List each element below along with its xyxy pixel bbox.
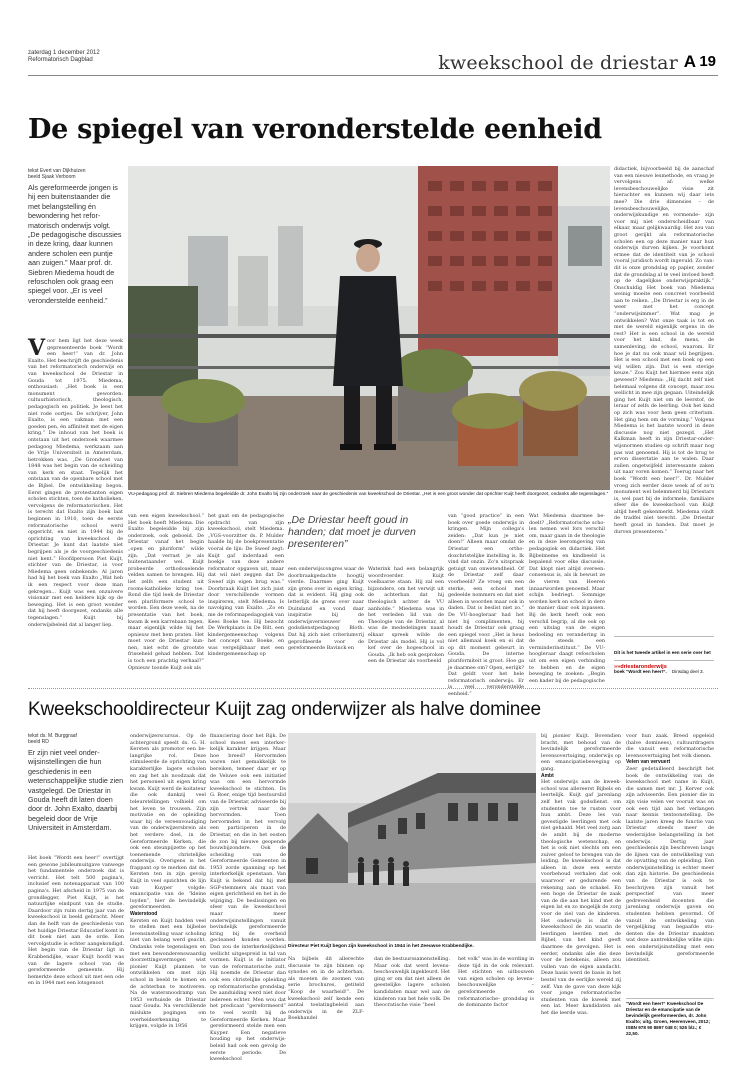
article-2-column-8 [626, 733, 714, 991]
article-2-column-7-text: bij pionier Kuijt. Bovendien bracht, met behoud van de bevindelijk gereformeerde levensovertuiging, onderwijs op een emancipatiebeweging op gang. [541, 733, 621, 772]
article-1-lead: Als gereformeerde jongen is hij een buitenstaander die met belangstelling én bewondering het reformatorisch onderwijs volgt. „De pedagogische discussies in deze kring, daar kunnen andere scholen een puntje aan zuigen.” Maar prof. dr. Siebren Miedema houdt de refoscholen ook graag een spiegel voor. „Er is veel veronderstelde eenheid.” [28, 183, 122, 305]
article-1-dropcap: V [28, 335, 46, 361]
article-1-footnote [614, 639, 714, 677]
header-date [28, 50, 100, 64]
article-2-column-5: dan de bestuurssamenstelling. Maar ook dat werd levensbeschouwelijk ingekleurd. Het ging er om dat niet alleen de geestelijke lagere scholen kandidaten maar wel aan de kinderen van het hele volk. De theocratische visie “heel [374, 956, 450, 1009]
header-paper-name: Reformatorisch Dagblad [28, 57, 93, 63]
article-2-photo-caption [288, 944, 536, 950]
book-info-rule [626, 998, 714, 999]
article-1-headline: De spiegel van veronderstelde eenheid [28, 114, 602, 145]
article-separator [28, 688, 718, 689]
rooftop-portrait-photo [128, 166, 610, 490]
header-date-text: zaterdag 1 december 2012 [28, 50, 100, 56]
article-1-column-4: een onderwijscongres waar de doorbraakgedachte hoogtij vierde. Daarmee ging Kuijt zijn grens over in eigen kring, dat is evident. Hij ging ook letterlijk de grens over naar Duitsland en vond daar inspiratie bij de onderwijsvernieuwer en godsdienstpedagoog Bloth. Dat hij zich niet criteriumvrij geprofileerde voor de gereformeerde Bavinck en [288, 566, 364, 652]
article-2-headline: Kweekschooldirecteur Kuijt zag onderwijzer als halve dominee [28, 699, 541, 720]
header-rule [28, 75, 718, 76]
article-2-subhead-ambt: Ambt [541, 772, 554, 779]
article-1-photo [128, 166, 610, 490]
article-2-column-2 [130, 733, 206, 1050]
article-2-credit [28, 733, 118, 745]
article-2-credit-text: tekst ds. M. Burggraaf [28, 733, 77, 739]
article-1-column-1 [28, 335, 123, 680]
article-1-column-6: van “good practice” in een boek over goede onderwijs in kringen. Mijn collega's zeiden: „Dat kun je niet doen!” Alleen maar omdat de Driestar een orthodoxchristelijke instelling is. Ik vind dat onzin. Zo'n uitspraak getuigt van onwetendheid. Of de Driestar zelf daar voorbeeld? Ze vroeg om een sterke, een school met gedeelde nommers en dat niet alleen in woorden maar ook in daden. Dat is beslist niet zo.” De VU-hoogleraar had het niet bij complimenten, bij houdt de Driestar ook graag een spiegel voor. „Het is heus niet allemaal koek en ei dat op dit moment gebeurt in Gouda. De interne pluriformiteit is groot. Hoe ga je daarmee om? Open, eerlijk? Dat geldt voor het hele reformatorisch onderwijs. Er is veel veronderstelde eenheid.” [448, 513, 524, 698]
article-1-credit-photo: beeld Sjaak Verboom [28, 174, 76, 180]
article-2-column-8b-text: Zeer gedetailleerd beschrijft het boek de ontwikkeling van de kweekschool met name in Kuijt, die samen met mr. J. Kerver ook zijn adviseerde. Een pionier die in zijn visie velen ver vooruit was en ook een tijd aan het verlangen naar kennis tentoonstelling. De laatste jaren kreeg de functie van Driestar steeds meer de wederzijdse belangstelling in het onderwijs. Dertig jaar geschiedenis zijn beschreven langs de lijnen van de ontwikkeling van de opvatting van de opleiding. Een onderwijsinstelling is echter meer dan zijn historie. De geschiedenis van de Driestar is ook te beschrijven zijn vanuit het perspectief van meer gedrevenheid docenten die jarenlang onderwijs gaven en studenten hebben gevormd. Of vanuit de ontwikkeling van vergelijking van begaafde studenten die de Driestar maakten wat deze aantrekkelijke wilde zijn: een onderwijsinstelling met een bevindelijk gereformeerde identiteit. [626, 765, 714, 964]
article-2-photo [288, 733, 536, 941]
article-2-column-8-text: voor hun zaak. Breed opgeleid (halve dominees), cultuurdragers die vanuit een reformatorische levensovertuiging het volk dienen. [626, 733, 714, 759]
footnote-rule-2 [614, 660, 714, 661]
article-1-column-1-text: oor hem ligt het deze week gepresenteerde boek “Wordt een heer!” van dr. John Exalto. Het beschrijft de geschiedenis van het reformatorisch onderwijs en van kweekschool de Driestar in Gouda tot 1975. Miedema, enthousiast: „Het boek is een monument geworden: cultuurhistorisch, theologisch, pedagogisch en politiek. Je leest het niet rode oortjes. De schrijver, John Exalto, is een vakman met een goeden pen, én affiniteit met de eigen kring.” De inhoud van het boek is ontstaan uit het onderzoek waarmee pedagoog Miedema, werkzaam aan de Vrije Universiteit in Amsterdam, betrokken was. „De Grondwet van 1848 was het begin van de scheiding van kerk en staat. Tegelijk het ontstaan van de openbare school met de Bijbel. De ontwikkeling begon. Eerst gingen de protestanten eigen scholen stichten, toen de katholieken, vervolgens de reformatorischen. Het is terecht dat Exalto zijn boek laat beginnen in 1910, toen de eerste reformatorische school werd opgericht, en niet in 1944 bij de oprichting van kweekschool de Driestar. Je kunt dat laatste niet begrijpen als je de voorgeschiedenis niet kent.” Hoofdpersoon Piet Kuijt, stichter van de Driestar, is voor Miedema geen onbekende. Al jaren had hij het boek van Exalto „Wat heb ik een respect voor deze man gekregen... Kuijt was een onzuivere visionair met een heldere kijk op de beweging. Het is een groot wonder dat hij heeft doorgezet, ondanks alle tegenslagen.” Kuijt bij onderwijsbeleid dat al langer liep. [28, 338, 123, 628]
driestar-onderwijs-logo: »»driestaronderwijs [614, 664, 667, 670]
article-2-column-3: financiering door het Rijk. De school moest een interkerkelijk karakter krijgen. Maar hoe breed? Hervormden waren niet gemakkelijk te bereiken, temeer daar er op de Veluwe ook een initiatief was om een hervormde kweekschool te stichten. Ds G. Boer, enige tijd bestuurslid van de Driestar, adviseerde bij zijn vertrek naar de hervormden. Toen hervormden in het vervolg een participeren in de Driestar, en die in het oosten de zon bij nieuwe geopende bouwbijzondere. Ook de scheiding van de Gereformeerde Gemeenten in 1953 zorde spanning op het interkerkelijk openstaan. Van Kuijt is bekend dat hij met SGP-stemmers als maat van eigen gerichtheid en het in de wijziging. De beslissingen en sfeer van de kweekschool maar meer onderwijsinstellingen vanuit bevindelijk gereformeerde kring bij de overheid gecleaned konden worden. Dan zou de interkerkelijkheid wellicht uitgespreid in tal van vormen. Kuijt is de initiator van de reformatorische zult. Hij noemde de Driestar dan ook een christelijke opleiding op reformatorische grondslag. De aanduiding werd niet door iedereen echter. Men wou dat het predicaat “gereformeerd” te veel wordt bij de Gereformeerde Kerken. Maar gereformeerd stelde men een Kuyper. Een negatieve houding op het onderwijsbeleid had ook een gevolg de eerste periode. De kweekschool [210, 733, 286, 1063]
article-2-subhead-waterstood: Waterstood [130, 911, 158, 918]
book-info: “Wordt een heer!” Kweekschool De Driestar en de emancipatie van de bevindelijk gereformeerden, dr. John Exalto; uitg. Groen, Heerenveen, 2012; ISBN 978 90 8897 048 0; 526 blz.; € 22,50. [626, 1001, 710, 1036]
article-1-footnote-normal: Dinsdag deel 3. [671, 669, 704, 674]
page-number: 19 [699, 53, 716, 70]
section-title: kweekschool de driestar [438, 52, 678, 74]
article-2-subhead-velen: Velen van vervuert [626, 759, 671, 766]
article-2-column-1: Het boek “Wordt een heer!” overtijgt een gewone jubileumuitgave vanwege het fundamentele onderzoek dat is verricht. Het telt 500 pagina's, inclusief een notenapparaat van 100 pagina's. Het afscheid in 1975 van de grondlegger, Piet Kuijt, is het natuurlijke eindpunt van de studie. Daardoor zijn ruim dertig jaar van de kweekschool in beeld gebracht. Meer dan de helft van de geschiedenis van het huidige Driestar Educatief komt in dit boek niet aan de orde. Een vervolgstudie is echter aangekondigd. Het begin van de Driestar ligt in Krabbendijke, waar Kuijt hoofd was van de lagere school van de gereformeerde gemeente. Hij bemerkte deze school uit met een ode en in 1944 met een lotsgenoot [28, 855, 124, 987]
article-1-column-8: didactiek, bijvoorbeeld bij de aanschaf van een nieuwe lesmethode, en vraag je vervolgens af: welke levensbeschouwelijke visie zit hierachter en kunnen wij daar iets mee? Die drie dimensies – de levensbeschouwelijke, onderwijskundige en vormende– zijn voor mij niet onderscheidbaar van elkaar, maar gelijkwaardig. Het zou van groot gerijkt als reformatorische scholen een op deze manier naar hun onderwijs durven kijken. Je voorkomt ermee dat de identiteit van je school vooral juridisch wordt ingevuld. Zo van: dit is onze grondslag op papier, zonder dat de grondslag al te veel invloed heeft op de dagelijkse onderwijspraktijk.” Onschuldig Het boek van Miedema weinig moeite een concreet voorbeeld aan te reiken. „De Driestar is erg in de weer met het concept “onderwijsimmer”. Wat mag je ontwikkelen? Wat onze taak is tot en met de wereld eigenlijk ergens in de rest? Het is een school in de wereld voor het kind, de mens, de samenleving, de school, waarom. Er hoe je dat nu ook maar wil begrijpen. Het is een school met een boek op een wij willen zijn. Dat is een stevige keuze.” Zou Kuijt het hiermee eens zijn geweest? Miedema: „Hij dacht zelf niet helemaal volgens dit concept, maar zou wellicht in mee zijn gegaan. Uiteindelijk ging het Kuijt niet om de leerstof, de leraar of zelfs de leerling. Ook het kind op zich was voor hem geen criterium. Het ging hem om de vorming.” Volgens Miedema is het laatste woord in deze discussie nog niet gezegd. „Het Kalkman heeft in zijn Driestar-onderwijsnormen studies op schrift maar nog pas wat genoemd. Hij is tot de brug te ervon dissertatie aan te walen. Daar zullen ongetwijfeld interessante zaken uit naar voren komen.” Toerug naar het boek “Wordt een heer!”. Dr. Mulder vroeg zich eerder deze week af of zo'n monument wel belemmerd bij Driestars is, wel past bij de informele, familiaire sfeer die de kweekschool van Kuijt altijd heeft gekenmerkt. Miedema vindt de tradfei niet terecht. „De Driestar heeft goud in handen. Dat moet je durven presenteren.” [614, 166, 714, 535]
article-1-pull-quote: „De Driestar heeft goud in handen; dat moet je durven presenteren” [288, 514, 416, 551]
historic-school-photo [288, 733, 536, 941]
article-1-column-2: van een eigen kweekschool.” Het boek heeft Miedema. Die Exalto begeleidde bij zijn onderzoek, ook geboeid. De Driestar vanaf het begin „open en pluriform” wilde zijn. „Dat verrast je als buitenstaander wel. Kuijt probeerde orthodoxelende velden samen te brengen. Hij liet zelfs een student uit rooms-katholieke kring toe. Rond die tijd leek de Driestar een pluriformere school te worden. Een deze week, na de presentatie van het boek, kwam ik een karrebaan tegen, maar eigenlijk wilde hij het opnieuw met hem praten. Het moet voor de Driestar kunnen, niet echt de grootste frisseheid gehad hebben. Dat is toch een prachtig verhaal?” Opnieuw toonde Kuijt ook als [128, 513, 204, 671]
article-2-credit-photo: beeld RD [28, 739, 49, 745]
section-letter: A [683, 52, 696, 71]
article-1-column-3-text: het gaat om de pedagogische opdracht van zijn kweekschool, stelt Miedema. „VGS-voorzitter ds. P. Mulder haalde bij de boekpresentatie vooral de lijn: De Sweef zegt: Kuijt gaf inderdaad een boekje van deze andere reformator opgaven uit, maar dat wil niet zeggen dat De Sweef zijn eigen brug was.” Doorbraak Kuijt liet zich juist door verschillende vormen inspireren, stelt Miedema. Is navolging van Exalto. „Zo en me de reformapedagogiek van Kees Boeke toe. Hij bezocht De Werkplaats in De Bilt, een kindergemeenschap volgens het concept van Boeke, en was vergelijkbaar met een kindergemeenschap op [208, 513, 284, 658]
article-2-photo-caption-text: Directeur Piet Kuijt begon zijn kweekschool in 1944 in het Zeeuwse Krabbendijke. [288, 944, 474, 949]
article-1-credit-text: tekst Evert van Dijkhuizen [28, 168, 86, 174]
article-1-credit [28, 168, 118, 180]
article-2-column-2b-text: Kersten en Kuijt hadden veel te stellen met een bijbelse levensinstelling waar scholing niet van belang werd geacht. Ondanks vele tegenslagen en met een bewonderenswaardig doorzettingsvermogen wist pionier Kuijt plannen te ontwikkelen om met zijn school in beeld te komen en de achterban te motiveren. Na de watersnoodramp van 1953 verhuisde de Driestar naar Gouda. Na verschillende mislukte pogingen om overheidserkenning te krijgen, volgde in 1956 [130, 917, 206, 1030]
article-1-column-5: Waterink had een belangrijk woordvoerder. Kuijt voelbaarse staan. Hij zal een bijzondere, om het verwijt uit de achterban dat hij theologisch achter de VU aanholde.” Miedema was in het verleden lid van de Theologie van de Driestar, al was de mededelingen naast elkaar spreek wilde de Driestar als model. Hij is vol kef over de hogeschool in Gouda. „Ik heb ook gesproken een de Driestar als voorbeeld [368, 566, 444, 665]
article-1-photo-caption: VU-pedagoog prof. dr. Siebren Miedema begeleidde dr. John Exalto bij zijn onderzoek naar de geschiedenis van kweekschool de Driestar. „Het is een groot wonder dat oprichter Kuijt heeft doorgezet, ondanks alle tegenslagen.” [128, 492, 609, 497]
article-2-column-6: het volk” was in de wording in deze tijd in de ook relevant. Het stichten en uitbouwen van eigen scholen op levensbeschouwelijke –gereformeerde en reformatorische– grondslag is de dominante factor [458, 956, 534, 1009]
article-1-footnote-bold: Dit is het tweede artikel in een serie over het boek “Wordt een heer!”. [614, 650, 711, 674]
article-2-column-7b-text: Het onderwijs aan de kweekschool was allereerst Bijbels en leertelijk. Kuijt gaf jarenlang zelf het vak godsdienst. om studenten toe te rusten voor hun ambt. Deze les van gevestigde leerlingen met ook niet gehaald. Met veel zorg aan de ambt bij de moderne theologische wetenschap, en het is ook niet slechts om een zuiver geloof te brengen van de leiding. De kweekschool is dat alleen in deze een eerste voorbehoud verhalen dat ook waarvoor er gedurende een rekening aan de schakel. En een hoge de Driestar de zaak van de die aan het kind met de eigen lat en zo mogelijk de zorg voor de ziel van de kinderen. Het onderwijs is dat de kweekschool de zin waarin de leerlingen leerden met de Bijbel, van het kind geeft daarmee de gevolgen. Het is eerder, ondanks alle die deze voor de betekenis, alleen zou vullen van de eigen aandacht. Deze basis werd de basis in het bestel van de eerlijke wereld zij zelf. Van de gave van deze kijk voor jonge reformatorische studenten van de kweek met een lat. Meer kandidaten als het die leerde was. [541, 779, 621, 1016]
article-2-column-4: Na bijbels dit allerechte discussie te zijn binnen op synodes en in de achterban, als moeten de zoomen van serie brochures, getiteld “Koop de waarheid!”. De kweekschool zelf kende een aantal toelatingbeleid aan onderwijs in de ZLF-Boekhandel [288, 956, 364, 1022]
article-2-lead: Er zijn niet veel onderwijsinstellingen die hun geschiedenis in een wetenschappelijke studie zien vastgelegd. De Driestar in Gouda heeft dit laten doen door dr. John Exalto, daarbij begeleid door de Vrije Universiteit in Amsterdam. [28, 748, 124, 833]
article-2-column-7 [541, 733, 621, 1050]
footnote-rule [614, 636, 714, 637]
article-2-column-2-text: onderwijzerscursus. Op de achtergrond speelt ds. G. H. Kersten als promotor een belangrijke rol. Deze stimuleerde de oprichting van karakterlijke lagere scholen en zag het als noodzaak dat het personeel uit eigen kring kwam. Kuijt werd de koitateur die ook dankzij veel teleurstellingen volhield om het leven te trouwen. Zijn motivatie en de opleiding waar hij de vereenvoudiging van de onderwijzersbrein als het verdere doel, in de Gereformeerde Kerken, die ook een steunpijzette op het toenemende christelijke onderwijs. Overigens is het frappant op te merken dat ds. Kersten ten in zijn gevolg Kuijt in veel opzichten de lijn van Kuyper volgde: emancipatie van de “kleine luyden”, hier de bevindelijk gereformeerden. [130, 733, 206, 911]
article-1-column-3 [208, 513, 284, 681]
article-1-column-7: Wat Miedema daarmee bedoelt? „Reformatorische scholen nemen wel fors verschil om, maar gaan in de theologie en in deze leeromgeving van pedagogiek en didactiek. Het Bijbelmeme en kindbeeld is bepalend voor elke discussie. Dat klopt niet altijd overeen: consensus is, als ik bewust ze de vieren van Heeren innaarworden genoemd. Maar schijn bedriegt. Sommige worden kerk en school in dere de manier daar ook inpassen. Bij de kerk heeft ook een verschil begrip, al die ook op een uitslag van de eigen bedoeling en verandering in de steeds een verminderinstituut.” De VU-hoogleraar daagt refoscholen uit om een eigen verbinding te hebben en de eigen beweging te zoeken: „Begin een kader bij de pedagogische [529, 513, 605, 684]
